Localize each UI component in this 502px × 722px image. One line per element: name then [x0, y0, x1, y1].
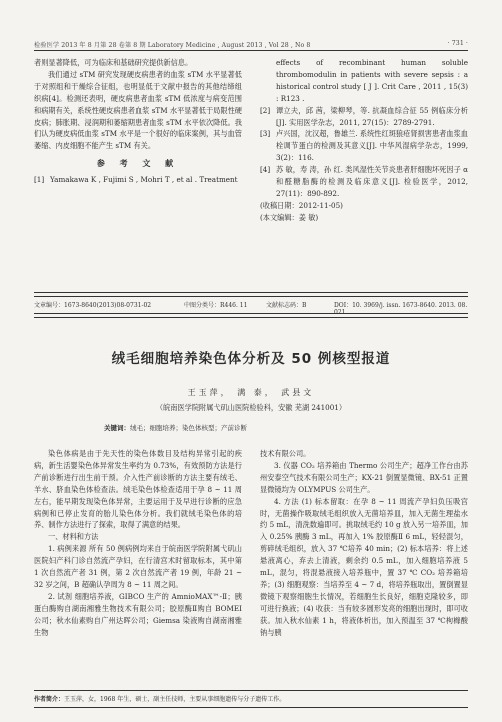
body-paragraph: 染色体病是由于先天性的染色体数目及结构异常引起的疾病，新生活婴染色体异常发生率约为 0.73%，有效预防方法是行产前诊断进行出生前干预。介入性产前诊断的方法主要有绒毛、羊水、脐血染色体检查法。绒毛染色体检查适用于孕 8 ~ 11 周左右，能早期发现染色体异常，主要运用于及早进行诊断的应急病例和已停止发育的胎儿染色体分析。我们就绒毛染色体的培养、制作方法进行了探索，取得了满意的结果。	[34, 449, 242, 530]
article-right-column	[260, 448, 468, 639]
article-left-column	[34, 448, 242, 639]
article-affiliation: （皖南医学院附属弋矶山医院检验科，安徽 芜湖 241001）	[155, 403, 347, 412]
doi: DOI：10. 3969/j. issn. 1673-8640. 2013. 08. 021	[334, 302, 468, 316]
references-heading: 参 考 文 献	[96, 158, 180, 169]
running-header	[34, 40, 468, 49]
body-paragraph: 1. 病例来源 所有 50 例病例均来自于皖南医学院附属弋矶山医院妇产科门诊自然流产孕妇，在行清宫术时留取标本，其中第 1 次自然流产者 31 例，第 2 次自然流产者 19 例，年龄 21 ~ 32 岁之间，B 超确认孕周为 8 ~ 11 周之间。	[34, 544, 242, 589]
reference-item: [3] 卢兴国，沈汉超，鲁雄兰. 系统性红斑狼疮肾损害患者血浆血栓调节蛋白的检测及其意义[J]. 中华风湿病学杂志，1999, 3(2)：116.	[260, 129, 468, 163]
prev-article-left-column	[34, 57, 242, 186]
body-paragraph: 3. 仪器 CO₂ 培养箱由 Thermo 公司生产；超净工作台由苏州安泰空气技术有限公司生产；KX-21 倒置显微镜、BX-51 正置显微镜均为 OLYMPUS 公司生产。	[260, 460, 468, 494]
article-separator	[34, 292, 468, 297]
body-paragraph: 2. 试剂 细胞培养液，GIBCO 生产的 AmnioMAX™-Ⅱ；胰蛋白酶购自湖南湘雅生物技术有限公司；胶原酶Ⅱ购自 BOMEI 公司；秋水仙素购自广州达晖公司；Giemsa 染液购自湖南湘雅生物	[34, 591, 242, 637]
received-date: (收稿日期：2012-11-05)	[260, 200, 343, 210]
body-paragraph: 技术有限公司。	[260, 449, 311, 458]
article-separator	[34, 313, 468, 318]
editor-note: (本文编辑：姜 敏)	[260, 212, 319, 222]
section-heading: 一、材料和方法	[48, 532, 99, 542]
reference-item: [1] Yamakawa K , Fujimi S , Mohri T , et al . Treatment	[34, 175, 238, 185]
footer-rule	[34, 707, 468, 708]
prev-article-right-column	[260, 57, 468, 224]
prev-paragraph: 我们通过 sTM 研究发现硬皮病患者的血浆 sTM 水平显著低于对照组和干燥综合征组，也明显低于文献中报告的其他结缔组织病[4]。检测还表明，硬皮病患者血浆 sTM 低浓度与病变范围和病期有关，系统性硬皮病患者血浆 sTM 水平显著低于局限性硬皮病；肺胀期、浸润期和萎缩期患者血浆 sTM 水平依次降低。我们认为硬皮病低血浆 sTM 水平是一个很好的临床案例，其与血管萎缩、内皮细胞不能产生 sTM 有关。	[34, 69, 242, 151]
reference-item: effects of recombinant human soluble thrombomodulin in patients with severe sepsis : a historical control study [ J ]. Crit Care , 2011 , 15(3) : R123 .	[276, 58, 468, 103]
body-paragraph: 4. 方法 (1) 标本留取：在孕 8 ~ 11 周流产孕妇负压吸宫时，无菌操作吸取绒毛组织放入无菌培养皿，加入无菌生理盐水约 5 mL，清洗数遍即可。挑取绒毛约 10 g 放入另一培养皿，加入 0.25% 胰酶 3 mL，再加入 1% 胶原酶Ⅱ 6 mL，轻轻混匀，剪碎绒毛组织，放入 37 ℃培养 40 min；(2) 标本培养：将上述悬液离心，弃去上清液，剩余约 0.5 mL，加入细胞培养液 5 mL，混匀，将混悬液接入培养瓶中，置 37 ℃ CO₂ 培养箱培养；(3) 细胞观察：当培养至 4 ~ 7 d，将培养瓶取出，置倒置显微镜下观察细胞生长情况，若细胞生长良好，细胞克隆较多，即可进行换液；(4) 收获：当有较多圆形发亮的细胞出现时，即可收获。加入秋水仙素 1 h，将液体析出，加入预温至 37 ℃枸橼酸钠与胰	[260, 496, 468, 637]
keywords-label: 关键词：	[104, 424, 130, 432]
prev-paragraph: 者则显著降低，可为临床和基础研究提供新信息。	[34, 58, 193, 67]
article-number: 文章编号：1673-8640(2013)08-0731-02	[34, 302, 152, 309]
journal-citation: 检验医学 2013 年 8 月第 28 卷第 8 期 Laboratory Medicine , August 2013 , Vol 28 , No 8	[34, 42, 311, 49]
article-title: 绒毛细胞培养染色体分析及 50 例核型报道	[111, 351, 391, 367]
reference-item: [2] 谭立夫，邱 茜，梁柳琴，等. 抗凝血综合征 55 例临床分析[J]. 实用医学杂志，2011, 27(15)：2789-2791.	[260, 105, 468, 127]
footnote-label: 作者简介：	[34, 696, 65, 703]
page-number: · 731 ·	[447, 40, 468, 47]
header-rule	[34, 50, 468, 51]
article-authors: 王玉萍， 满 泰， 武县文	[187, 388, 315, 397]
keywords-text: 绒毛；细胞培养；染色体核型；产前诊断	[130, 424, 247, 432]
document-code: 文献标志码：B	[266, 302, 307, 309]
reference-item: [4] 苏 敏，寿 涛，孙 红. 类风湿性关节炎患者肝细胞坏死因子 α 和醛糖脂酶的检测及临床意义[J]. 检验医学，2012, 27(11)：890-892.	[260, 165, 468, 198]
classification-code: 中图分类号：R446. 11	[184, 302, 248, 309]
author-footnote	[34, 690, 468, 703]
keywords	[104, 423, 247, 432]
footnote-text: 王玉萍，女，1968 年生，硕士，副主任技师，主要从事细胞遗传与分子遗传工作。	[64, 696, 286, 703]
